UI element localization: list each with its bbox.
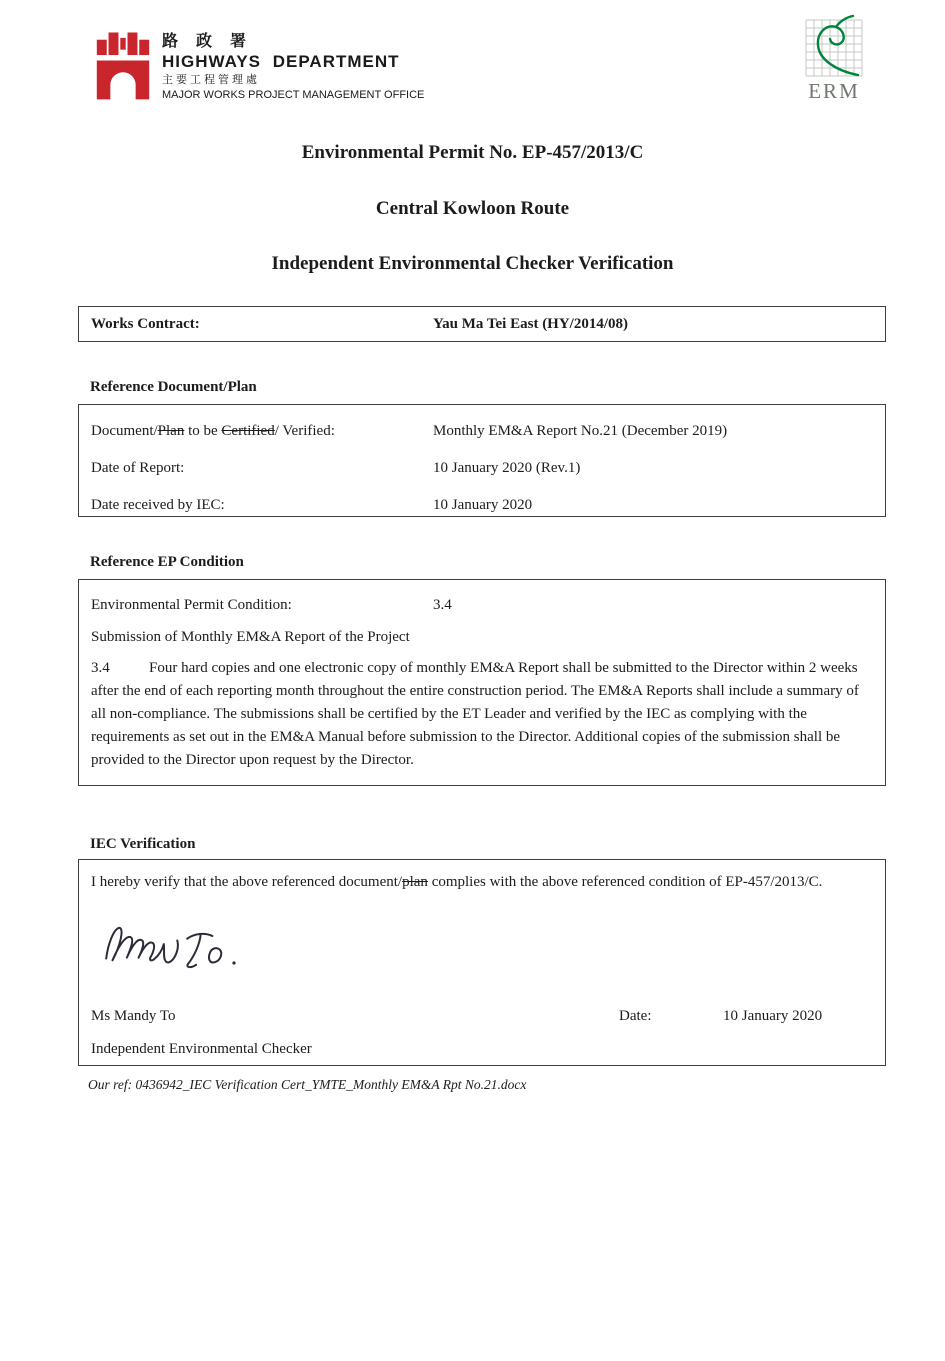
- department-name-english: HIGHWAYS DEPARTMENT: [162, 52, 400, 71]
- highways-department-logo-icon: [95, 30, 151, 100]
- iec-verification-heading: IEC Verification: [90, 836, 196, 852]
- document-verified-value: Monthly EM&A Report No.21 (December 2019): [433, 423, 728, 439]
- statement-text-part: complies with the above referenced condition of EP-457/2013/C.: [427, 874, 823, 890]
- date-of-report-label: Date of Report:: [91, 460, 185, 476]
- reference-ep-table: [78, 579, 886, 786]
- document-type-title: Independent Environmental Checker Verification: [271, 253, 674, 274]
- ep-condition-subject: Submission of Monthly EM&A Report of the Project: [91, 629, 410, 645]
- erm-branding: [801, 14, 867, 103]
- document-verified-row: [79, 413, 885, 450]
- office-name-chinese: 主要工程管理處: [162, 74, 260, 86]
- document-verified-label: [79, 423, 433, 440]
- ep-condition-value: 3.4: [433, 596, 452, 613]
- iec-verification-statement: [79, 860, 885, 893]
- highways-department-branding: [95, 30, 424, 102]
- date-received-label: Date received by IEC:: [91, 497, 225, 513]
- works-contract-value: Yau Ma Tei East (HY/2014/08): [433, 315, 629, 332]
- signer-title: Independent Environmental Checker: [91, 1041, 312, 1057]
- ep-condition-clause: [79, 657, 885, 772]
- works-contract-label: Works Contract:: [91, 315, 200, 332]
- date-label: Date:: [619, 1008, 652, 1024]
- date-of-report-row: [79, 450, 885, 487]
- date-received-row: [79, 487, 885, 524]
- reference-document-heading: Reference Document/Plan: [90, 379, 257, 395]
- ep-condition-row: [79, 588, 885, 622]
- document-header: [95, 30, 867, 114]
- label-text-part: / Verified:: [274, 423, 335, 439]
- erm-logo-icon: [805, 14, 863, 78]
- reference-document-table: [78, 404, 886, 517]
- label-text-part: Document/: [91, 423, 158, 439]
- label-text-part: to be: [184, 423, 222, 439]
- iec-verification-box: [78, 859, 886, 1066]
- permit-number-title: Environmental Permit No. EP-457/2013/C: [301, 142, 644, 163]
- our-ref-footer: Our ref: 0436942_IEC Verification Cert_YMTE_Monthly EM&A Rpt No.21.docx: [88, 1077, 527, 1092]
- clause-text: Four hard copies and one electronic copy of monthly EM&A Report shall be submitted to the Director within 2 weeks after the end of each reporting month throughout the entire construction period. The EM&A Reports shall include a summary of all non-compliance. The submissions shall be certified by the ET Leader and verified by the IEC as complying with the requirements as set out in the EM&A Manual before submission to the Director. Additional copies of the submission shall be provided to the Director upon request by the Director.: [91, 660, 859, 768]
- date-received-value: 10 January 2020: [433, 497, 533, 513]
- date-value: 10 January 2020: [723, 1008, 823, 1024]
- signature-image: [99, 912, 279, 978]
- label-struck-plan: Plan: [157, 423, 185, 439]
- works-contract-table: [78, 306, 886, 342]
- reference-ep-heading: Reference EP Condition: [90, 554, 244, 570]
- department-name-chinese: 路 政 署: [162, 33, 254, 50]
- erm-logo-text: ERM: [808, 79, 860, 103]
- office-name-english: MAJOR WORKS PROJECT MANAGEMENT OFFICE: [162, 89, 425, 101]
- statement-text-part: I hereby verify that the above referenced document/: [91, 874, 403, 890]
- ep-condition-label: Environmental Permit Condition:: [91, 596, 292, 613]
- project-name-title: Central Kowloon Route: [375, 198, 570, 219]
- clause-number: 3.4: [91, 660, 110, 676]
- signer-name: Ms Mandy To: [91, 1008, 176, 1024]
- date-of-report-value: 10 January 2020 (Rev.1): [433, 460, 581, 476]
- signer-row: [79, 1008, 885, 1030]
- department-text-block: [162, 30, 424, 102]
- statement-struck-plan: plan: [402, 874, 428, 890]
- label-struck-certified: Certified: [221, 423, 275, 439]
